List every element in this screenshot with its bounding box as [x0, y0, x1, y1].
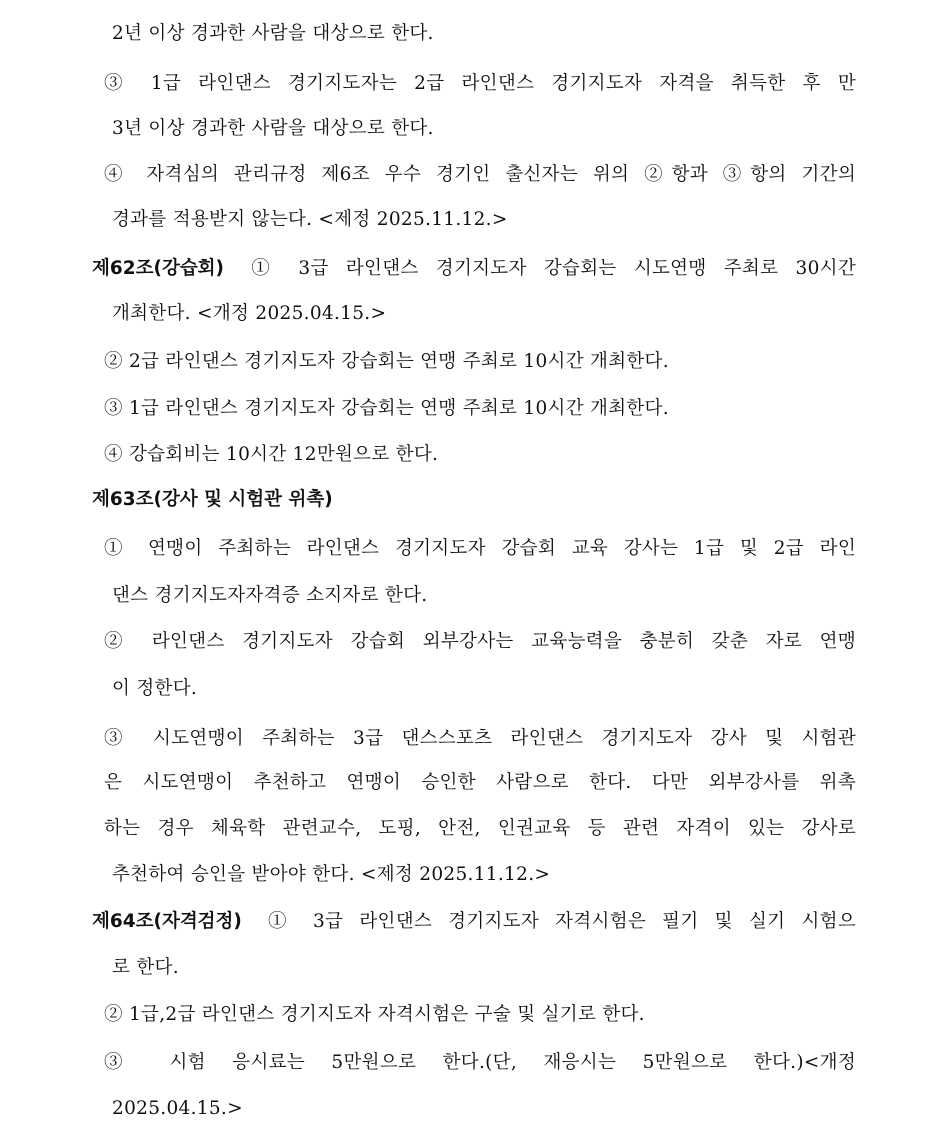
text-line: ③ 시도연맹이 주최하는 3급 댄스스포츠 라인댄스 경기지도자 강사 및 시험관: [104, 728, 856, 749]
text-line: ③ 시험 응시료는 5만원으로 한다.(단, 재응시는 5만원으로 한다.)<개정: [104, 1052, 856, 1073]
text-line: 하는 경우 체육학 관련교수, 도핑, 안전, 인권교육 등 관련 자격이 있는 강사로: [104, 818, 856, 839]
text-line: 경과를 적용받지 않는다. <제정 2025.11.12.>: [112, 209, 508, 230]
text-line: ② 1급,2급 라인댄스 경기지도자 자격시험은 구술 및 실기로 한다.: [104, 1004, 645, 1025]
text-line: 2025.04.15.>: [112, 1098, 243, 1119]
article-64-line: [92, 909, 856, 935]
text-line: 로 한다.: [112, 957, 179, 978]
text-line: 3년 이상 경과한 사람을 대상으로 한다.: [112, 118, 434, 139]
text-line: ① 3급 라인댄스 경기지도자 자격시험은 필기 및 실기 시험으: [268, 911, 856, 932]
text-line: ② 2급 라인댄스 경기지도자 강습회는 연맹 주최로 10시간 개최한다.: [104, 351, 669, 372]
text-line: 추천하여 승인을 받아야 한다. <제정 2025.11.12.>: [112, 864, 551, 885]
article-63-title: 제63조(강사 및 시험관 위촉): [92, 489, 333, 510]
article-63-line: [92, 487, 343, 513]
text-line: 2년 이상 경과한 사람을 대상으로 한다.: [112, 23, 434, 44]
article-62-line: [92, 256, 856, 282]
text-line: 은 시도연맹이 추천하고 연맹이 승인한 사람으로 한다. 다만 외부강사를 위촉: [104, 772, 856, 793]
article-64-title: 제64조(자격검정): [92, 911, 242, 932]
article-62-title: 제62조(강습회): [92, 258, 225, 279]
text-line: 이 정한다.: [112, 678, 198, 699]
text-line: 개최한다. <개정 2025.04.15.>: [112, 303, 387, 324]
text-line: ② 라인댄스 경기지도자 강습회 외부강사는 교육능력을 충분히 갖춘 자로 연맹: [104, 631, 856, 652]
text-line: ④ 강습회비는 10시간 12만원으로 한다.: [104, 444, 439, 465]
text-line: ④ 자격심의 관리규정 제6조 우수 경기인 출신자는 위의 ②항과 ③항의 기간의: [104, 164, 856, 185]
text-line: ① 3급 라인댄스 경기지도자 강습회는 시도연맹 주최로 30시간: [251, 258, 856, 279]
text-line: ① 연맹이 주최하는 라인댄스 경기지도자 강습회 교육 강사는 1급 및 2급 라인: [104, 538, 856, 559]
text-line: ③ 1급 라인댄스 경기지도자 강습회는 연맹 주최로 10시간 개최한다.: [104, 398, 669, 419]
text-line: ③ 1급 라인댄스 경기지도자는 2급 라인댄스 경기지도자 자격을 취득한 후 만: [104, 73, 856, 94]
text-line: 댄스 경기지도자자격증 소지자로 한다.: [112, 585, 428, 606]
